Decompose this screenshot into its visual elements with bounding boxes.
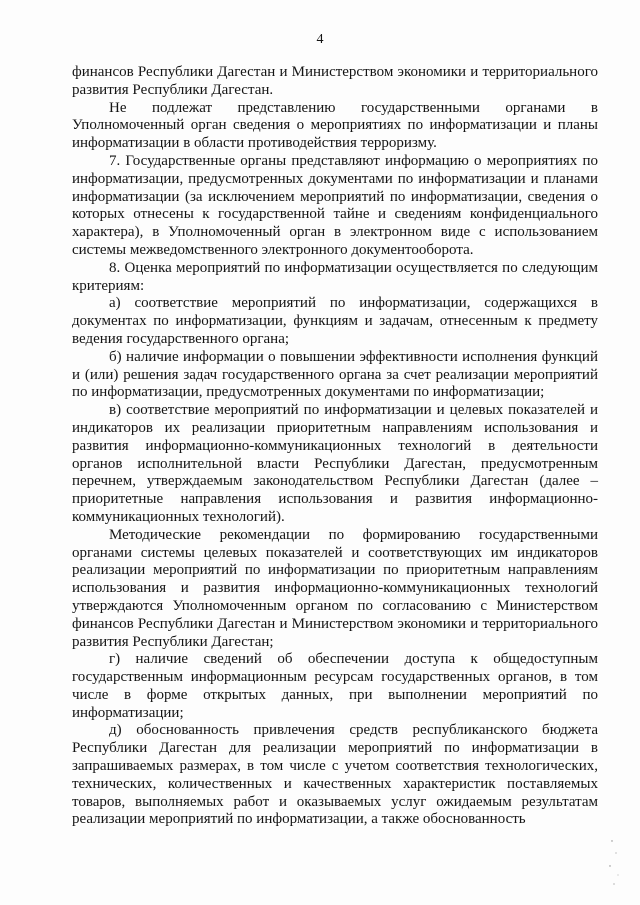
criterion-a: а) соответствие мероприятий по информатизации, содержащихся в документах по информатизации, функциям и задачам, отнесенным к предмету ведения государственного органа; [72, 295, 598, 347]
paragraph-methodical-recommendations: Методические рекомендации по формированию государственными органами системы целевых показателей и соответствующих им индикаторов реализации мероприятий по информатизации по приоритетным направлениям использования и развития информационно-коммуникационных технологий утверждаются Уполномоченным органом по согласованию с Министерством финансов Республики Дагестан и Министерством экономики и территориального развития Республики Дагестан; [72, 526, 598, 650]
criterion-d: д) обоснованность привлечения средств республиканского бюджета Республики Дагестан для реализации мероприятий по информатизации в запрашиваемых размерах, в том числе с учетом соответствия технологических, технических, количественных и качественных характеристик поставляемых товаров, выполняемых работ и оказываемых услуг ожидаемым результатам реализации мероприятий по информатизации, а также обоснованность [72, 722, 598, 828]
document-body [72, 64, 598, 829]
page-number: 4 [316, 32, 324, 47]
scan-speckle-marks [592, 831, 632, 891]
paragraph-continuation: финансов Республики Дагестан и Министерством экономики и территориального развития Республики Дагестан. [72, 64, 598, 98]
criterion-g: г) наличие сведений об обеспечении доступа к общедоступным государственным информационным ресурсам государственных органов, в том числе в форме открытых данных, при выполнении мероприятий по информатизации; [72, 651, 598, 721]
paragraph-item-8: 8. Оценка мероприятий по информатизации осуществляется по следующим критериям: [72, 259, 598, 294]
criterion-v: в) соответствие мероприятий по информатизации и целевых показателей и индикаторов их реализации приоритетным направлениям использования и развития информационно-коммуникационных технологий в деятельности органов исполнительной власти Республики Дагестан, предусмотренным перечнем, утверждаемым законодательством Республики Дагестан (далее – приоритетные направления использования и развития информационно-коммуникационных технологий). [72, 402, 598, 525]
paragraph-not-subject: Не подлежат представлению государственными органами в Уполномоченный орган сведения о мероприятиях по информатизации и планы информатизации в области противодействия терроризму. [72, 99, 598, 152]
criterion-b: б) наличие информации о повышении эффективности исполнения функций и (или) решения задач государственного органа за счет реализации мероприятий по информатизации, предусмотренных документами по информатизации; [72, 348, 598, 401]
paragraph-item-7: 7. Государственные органы представляют информацию о мероприятиях по информатизации, предусмотренных документами по информатизации и планами информатизации (за исключением мероприятий по информатизации, сведения о которых отнесены к государственной тайне и сведениям конфиденциального характера), в Уполномоченный орган в электронном виде с использованием системы межведомственного электронного документооборота. [72, 152, 598, 258]
